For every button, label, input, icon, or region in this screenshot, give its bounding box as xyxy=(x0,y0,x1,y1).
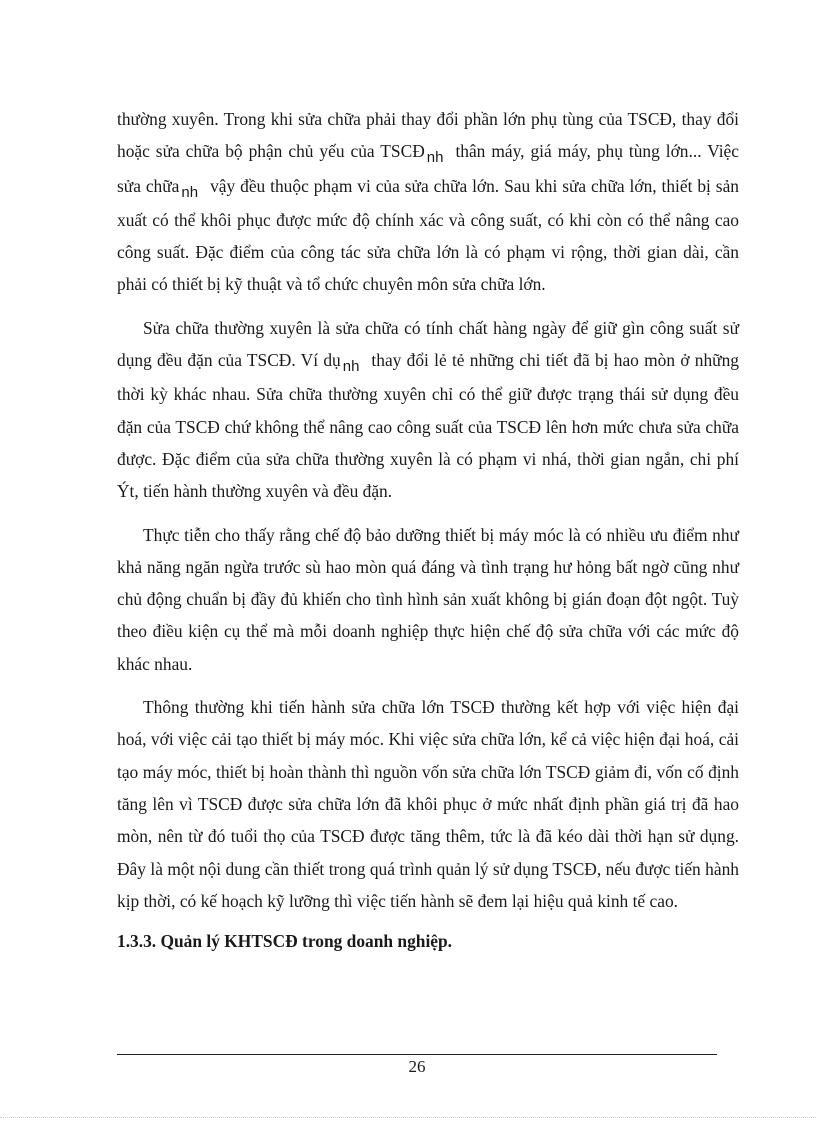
page-number: 26 xyxy=(408,1057,426,1076)
paragraph-2 xyxy=(117,312,739,508)
section-heading: 1.3.3. Quản lý KHTSCĐ trong doanh nghiệp. xyxy=(117,931,453,952)
paragraph-1-text-a: thường xuyên. Trong khi sửa chữa phải thay đổi phần lớn phụ tùng của TSCĐ, thay đổi hoặc sửa chữa bộ phận chủ yếu của TSCĐ xyxy=(117,109,739,162)
paragraph-2-text-a: Sửa chữa thường xuyên là sửa chữa có tính chất hàng ngày để giữ gìn công suất sử dụng đều đặn của TSCĐ. Ví dụ xyxy=(117,317,739,371)
abbrev-nh: nh xyxy=(342,358,360,376)
footer-divider xyxy=(117,1054,717,1055)
page-bottom-border xyxy=(0,1117,816,1118)
paragraph-1 xyxy=(117,103,739,301)
paragraph-3: Thực tiễn cho thấy rằng chế độ bảo dưỡng thiết bị máy móc là có nhiều ưu điểm như khả năng ngăn ngừa trước sù hao mòn quá đáng và tình trạng hư hỏng bất ngờ cũng như chủ động chuẩn bị đầy đủ khiến cho tình hình sản xuất không bị gián đoạn đột ngột. Tuỳ theo điều kiện cụ thể mà mỗi doanh nghiệp thực hiện chế độ sửa chữa với các mức độ khác nhau. xyxy=(117,524,739,674)
page-content xyxy=(117,103,739,957)
paragraph-1-text-c: vậy đều thuộc phạm vi của sửa chữa lớn. Sau khi sửa chữa lớn, thiết bị sản xuất có thể khôi phục được mức độ chính xác và công suất, có khi còn có thể nâng cao công suất. Đặc điểm của công tác sửa chữa lớn là có phạm vi rộng, thời gian dài, cần phải có thiết bị kỹ thuật và tổ chức chuyên môn sửa chữa lớn. xyxy=(117,175,739,295)
abbrev-nh: nh xyxy=(426,149,444,167)
paragraph-2-text-b: thay đổi lẻ tẻ những chi tiết đã bị hao mòn ở những thời kỳ khác nhau. Sửa chữa thường xuyên chỉ có thể giữ được trạng thái sử dụng đều đặn của TSCĐ chứ không thể nâng cao công suất của TSCĐ lên hơn mức chưa sửa chữa được. Đặc điểm của sửa chữa thường xuyên là có phạm vi nhá, thời gian ngắn, chi phí Ýt, tiến hành thường xuyên và đều đặn. xyxy=(117,350,739,502)
paragraph-1-text-b: thân máy, giá máy, phụ tùng lớn... Việc sửa chữa xyxy=(117,141,739,196)
abbrev-nh: nh xyxy=(181,183,199,201)
paragraph-4: Thông thường khi tiến hành sửa chữa lớn TSCĐ thường kết hợp với việc hiện đại hoá, với việc cải tạo thiết bị máy móc. Khi việc sửa chữa lớn, kể cả việc hiện đại hoá, cải tạo máy móc, thiết bị hoàn thành thì nguồn vốn sửa chữa lớn TSCĐ giảm đi, vốn cố định tăng lên vì TSCĐ được sửa chữa lớn đã khôi phục ở mức nhất định phần giá trị đã hao mòn, nên từ đó tuổi thọ của TSCĐ được tăng thêm, tức là đã kéo dài thời hạn sử dụng. Đây là một nội dung cần thiết trong quá trình quản lý sử dụng TSCĐ, nếu được tiến hành kịp thời, có kế hoạch kỹ lưỡng thì việc tiến hành sẽ đem lại hiệu quả kinh tế cao. xyxy=(117,697,739,911)
